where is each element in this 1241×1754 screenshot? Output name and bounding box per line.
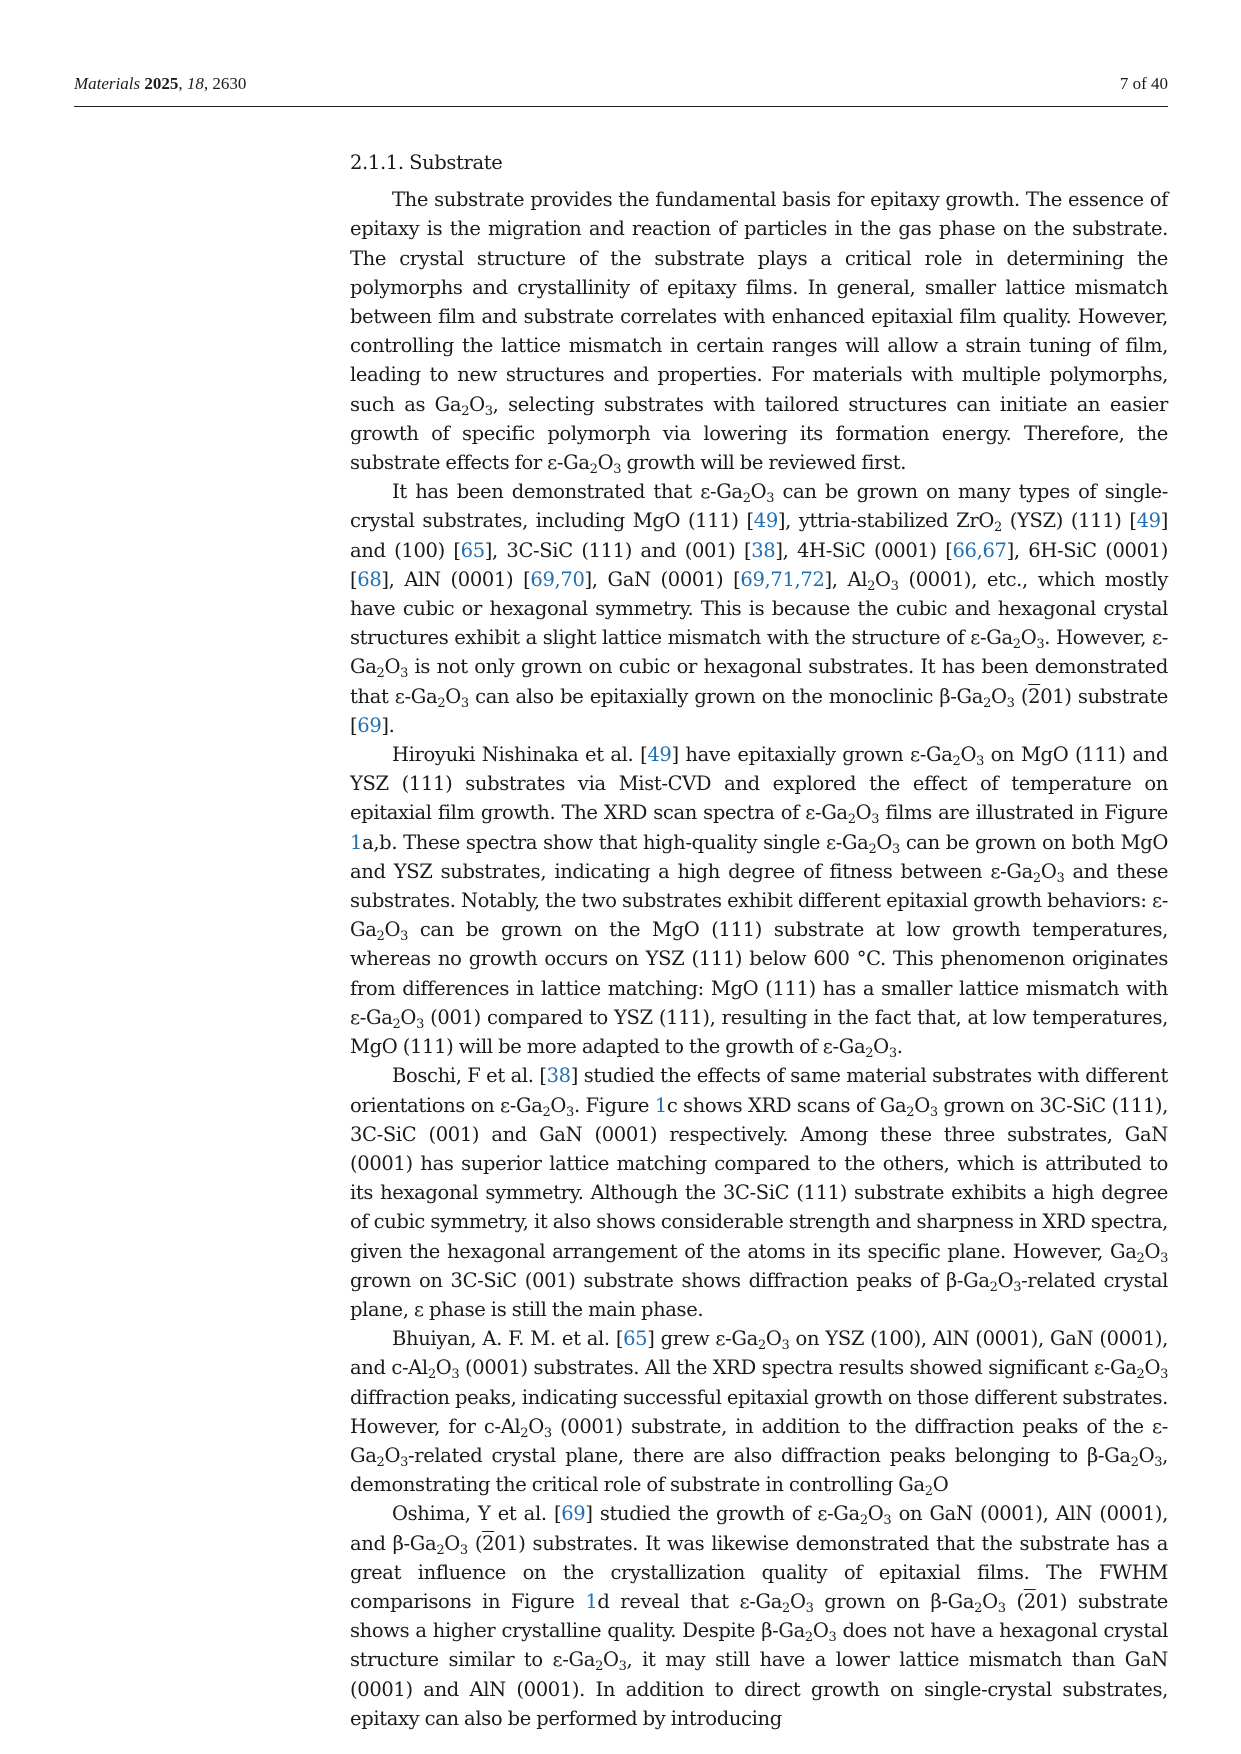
- subscript: 2: [868, 841, 877, 857]
- subscript: 2: [1012, 637, 1021, 653]
- subscript: 2: [589, 462, 598, 478]
- text-run: O: [876, 830, 892, 854]
- text-run: O: [750, 480, 767, 504]
- citation-link[interactable]: 69: [740, 567, 765, 591]
- overline-digit: 2: [1023, 1589, 1036, 1613]
- text-run: (: [1005, 1589, 1024, 1613]
- paragraph-5: [350, 1324, 1168, 1499]
- journal-citation: Materials 2025, 18, 2630: [74, 74, 247, 93]
- text-run: O: [528, 1414, 544, 1438]
- page-number: 7 of 40: [1119, 74, 1168, 93]
- subscript: 3: [997, 1600, 1006, 1616]
- subscript: 2: [392, 1016, 401, 1032]
- text-run: -related crystal plane, there are also diffraction peaks belonging to β-Ga: [408, 1443, 1131, 1467]
- subscript: 3: [890, 578, 899, 594]
- text-run: O: [932, 1473, 949, 1497]
- text-run: Oshima, Y et al. [: [392, 1502, 562, 1526]
- text-run: (0001) substrates. All the XRD spectra results showed significant ε-Ga: [459, 1356, 1137, 1380]
- subscript: 2: [436, 1542, 445, 1558]
- subscript: 2: [1032, 870, 1041, 886]
- text-run: O: [1144, 1239, 1161, 1263]
- text-run: ,: [764, 567, 771, 591]
- subscript: 2: [804, 1630, 813, 1646]
- citation-link[interactable]: 49: [1136, 509, 1161, 533]
- text-run: on YSZ (100), AlN (0001), GaN (0001), and c-Al: [350, 1327, 1168, 1380]
- subscript: 3: [781, 1338, 790, 1354]
- text-run: and these substrates. Notably, the two substrates exhibit different epitaxial growth behaviors: ε-Ga: [350, 859, 1169, 942]
- subscript: 3: [929, 1104, 938, 1120]
- text-run: can be grown on the MgO (111) substrate at low growth temperatures, whereas no growth occurs on YSZ (111) below 600 °C. This phenomenon originates from differences in lattice matching: MgO (111) has a smaller lattice mismatch with ε-Ga: [350, 918, 1168, 1029]
- text-run: O: [469, 392, 485, 416]
- text-run: a,b. These spectra show that high-quality single ε-Ga: [362, 830, 869, 854]
- text-run: O: [444, 1531, 460, 1555]
- text-run: O: [550, 1093, 567, 1117]
- subscript: 2: [376, 1454, 385, 1470]
- text-run: O: [1040, 859, 1057, 883]
- text-run: ] studied the effects of same material substrates with different orientations on ε-Ga: [350, 1064, 1168, 1117]
- text-run: diffraction peaks, indicating successful epitaxial growth on those different substrates. However, for c-Al: [350, 1385, 1168, 1438]
- subscript: 3: [613, 462, 622, 478]
- citation-link[interactable]: 49: [753, 509, 778, 533]
- text-run: O: [602, 1648, 619, 1672]
- figure-link[interactable]: 1: [654, 1093, 667, 1117]
- citation-link[interactable]: 38: [751, 538, 776, 562]
- citation-link[interactable]: 71: [770, 567, 795, 591]
- text-run: O: [960, 743, 977, 767]
- subscript: 3: [459, 1542, 468, 1558]
- overline-digit: 2: [1028, 684, 1041, 708]
- subscript: 3: [1006, 695, 1015, 711]
- text-run: (0001), etc., which mostly have cubic or hexagonal symmetry. This is because the cubic and hexagonal crystal structures exhibit a slight lattice mismatch with the structure of ε-Ga: [350, 567, 1169, 650]
- subscript: 3: [805, 1600, 814, 1616]
- text-run: (YSZ) (111) [: [1001, 509, 1137, 533]
- subscript: 3: [400, 1454, 408, 1470]
- text-run: ], 6H-SiC (0001) [: [350, 538, 1168, 591]
- text-run: O: [765, 1327, 782, 1351]
- text-run: on GaN (0001), AlN (0001), and β-Ga: [350, 1502, 1168, 1555]
- text-run: grown on 3C-SiC (001) substrate shows diffraction peaks of β-Ga: [350, 1268, 990, 1292]
- paragraph-6: [350, 1499, 1168, 1733]
- text-run: , demonstrating the critical role of substrate in controlling Ga: [350, 1443, 1168, 1497]
- text-run: can also be epitaxially grown on the monoclinic β-Ga: [468, 684, 984, 708]
- subscript: 2: [595, 1659, 603, 1675]
- text-run: ,: [976, 538, 983, 562]
- text-run: ], 3C-SiC (111) and (001) [: [484, 538, 752, 562]
- text-run: ], Al: [824, 567, 868, 591]
- citation-link[interactable]: 67: [982, 538, 1007, 562]
- subscript: 2: [906, 1104, 915, 1120]
- subscript: 3: [1056, 870, 1065, 886]
- subscript: 3: [883, 1513, 892, 1529]
- text-run: Bhuiyan, A. F. M. et al. [: [392, 1327, 624, 1351]
- text-run: . However, ε-Ga: [350, 626, 1169, 679]
- text-run: O: [384, 655, 401, 679]
- journal-volume: 18: [186, 74, 204, 93]
- figure-link[interactable]: 1: [350, 830, 363, 854]
- text-run: (: [1014, 684, 1029, 708]
- text-run: growth will be reviewed first.: [621, 451, 907, 475]
- text-run: O: [867, 1502, 884, 1526]
- text-run: O: [997, 1268, 1014, 1292]
- text-run: on MgO (111) and YSZ (111) substrates via Mist-CVD and explored the effect of temperature on epitaxial film growth. The XRD scan spectra of ε-Ga: [350, 743, 1168, 825]
- text-run: O: [1020, 626, 1037, 650]
- text-run: , selecting substrates with tailored structures can initiate an easier growth of specific polymorph via lowering its formation energy. Therefore, the substrate effects for ε-Ga: [350, 392, 1168, 475]
- citation-link[interactable]: 69: [530, 567, 555, 591]
- subscript: 3: [1036, 637, 1045, 653]
- subscript: 3: [416, 1016, 424, 1032]
- subscript: 2: [974, 1600, 983, 1616]
- article-body: [350, 148, 1168, 1733]
- subscript: 2: [376, 666, 385, 682]
- text-run: O: [982, 1589, 998, 1613]
- subscript: 2: [782, 1600, 790, 1616]
- article-number: 2630: [212, 74, 247, 93]
- subscript: 2: [993, 520, 1002, 536]
- subscript: 3: [460, 695, 469, 711]
- text-run: ], GaN (0001) [: [584, 567, 741, 591]
- subscript: 2: [859, 1513, 868, 1529]
- text-run: O: [384, 1443, 401, 1467]
- subscript: 2: [1136, 1367, 1145, 1383]
- text-run: O: [875, 567, 891, 591]
- text-run: (001) compared to YSZ (111), resulting in the fact that, at low temperatures, MgO (111) will be more adapted to the growth of ε-Ga: [350, 1005, 1168, 1059]
- text-run: ,: [554, 567, 561, 591]
- subscript: 2: [757, 1338, 766, 1354]
- paragraph-2: [350, 477, 1168, 740]
- subscript: 3: [976, 754, 984, 770]
- citation-link[interactable]: 65: [460, 538, 485, 562]
- text-run: O: [445, 684, 461, 708]
- subscript: 3: [543, 1425, 552, 1441]
- subscript: 3: [1013, 1279, 1022, 1295]
- text-run: O: [873, 1035, 889, 1059]
- journal-name: Materials: [74, 74, 141, 93]
- text-run: Boschi, F et al. [: [392, 1064, 547, 1088]
- subscript: 3: [766, 491, 775, 507]
- subscript: 3: [451, 1367, 460, 1383]
- subscript: 3: [618, 1659, 627, 1675]
- subscript: 2: [952, 754, 961, 770]
- text-run: O: [435, 1356, 452, 1380]
- subscript: 3: [888, 1046, 897, 1062]
- text-run: , it may still have a lower lattice mismatch than GaN (0001) and AlN (0001). In addition to direct growth on single-crystal substrates, epitaxy can also be performed by introducing: [350, 1648, 1168, 1730]
- figure-link[interactable]: 1: [585, 1589, 598, 1613]
- paragraph-4: [350, 1061, 1168, 1324]
- text-run: can be grown on both MgO and YSZ substrates, indicating a high degree of fitness between ε-Ga: [350, 830, 1168, 883]
- page-header: [74, 70, 1168, 107]
- citation-link[interactable]: 72: [800, 567, 825, 591]
- subscript: 2: [427, 1367, 436, 1383]
- subscript: 3: [484, 403, 493, 419]
- text-run: O: [812, 1619, 829, 1643]
- text-run: grown on 3C-SiC (111), 3C-SiC (001) and GaN (0001) respectively. Among these three substrates, GaN (0001) has superior lattice matching compared to the others, which is attributed to its hexagonal symmetry. Although the 3C-SiC (111) substrate exhibits a high degree of cubic symmetry, it also shows considerable strength and sharpness in XRD spectra, given the hexagonal arrangement of the atoms in its specific plane. However, Ga: [350, 1093, 1168, 1263]
- citation-link[interactable]: 69: [561, 1502, 586, 1526]
- text-run: Hiroyuki Nishinaka et al. [: [392, 743, 648, 767]
- text-run: (0001) substrate, in addition to the diffraction peaks of the ε-Ga: [350, 1414, 1168, 1467]
- overline-digit: 2: [482, 1531, 495, 1555]
- citation-link[interactable]: 68: [357, 567, 382, 591]
- text-run: O: [990, 684, 1007, 708]
- text-run: ], 4H-SiC (0001) [: [775, 538, 953, 562]
- text-run: O: [597, 451, 614, 475]
- citation-link[interactable]: 70: [560, 567, 585, 591]
- text-run: ] and (100) [: [350, 509, 1169, 562]
- subscript: 2: [989, 1279, 998, 1295]
- text-run: films are illustrated in Figure: [879, 801, 1168, 825]
- subscript: 3: [1160, 1367, 1168, 1383]
- subscript: 2: [437, 695, 446, 711]
- text-run: ] studied the growth of ε-Ga: [585, 1502, 860, 1526]
- subscript: 3: [1154, 1454, 1163, 1470]
- text-run: 01) substrate shows a higher crystalline quality. Despite β-Ga: [350, 1589, 1168, 1643]
- citation-link[interactable]: 66: [952, 538, 977, 562]
- text-run: O: [855, 801, 872, 825]
- subscript: 2: [983, 695, 991, 711]
- subscript: 3: [828, 1630, 837, 1646]
- paragraph-3: [350, 740, 1168, 1061]
- subscript: 2: [847, 812, 856, 828]
- subscript: 3: [566, 1104, 574, 1120]
- subscript: 3: [892, 841, 900, 857]
- text-run: ] grew ε-Ga: [647, 1327, 758, 1351]
- text-run: . Figure: [573, 1093, 655, 1117]
- text-run: O: [400, 1005, 417, 1029]
- text-run: ] have epitaxially grown ε-Ga: [671, 743, 953, 767]
- subscript: 2: [742, 491, 751, 507]
- text-run: d reveal that ε-Ga: [597, 1589, 783, 1613]
- subscript: 2: [924, 1484, 933, 1500]
- citation-link[interactable]: 38: [546, 1064, 571, 1088]
- text-run: The substrate provides the fundamental basis for epitaxy growth. The essence of epitaxy is the migration and reaction of particles in the gas phase on the substrate. The crystal structure of the substrate plays a critical role in determining the polymorphs and crystallinity of epitaxy films. In general, smaller lattice mismatch between film and substrate correlates with enhanced epitaxial film quality. However, controlling the lattice mismatch in certain ranges will allow a strain tuning of film, leading to new structures and properties. For materials with multiple polymorphs, such as Ga: [350, 188, 1168, 416]
- text-run: -related crystal plane, ε phase is still the main phase.: [350, 1268, 1168, 1321]
- citation-link[interactable]: 65: [623, 1327, 648, 1351]
- subscript: 2: [461, 403, 470, 419]
- text-run: can be grown on many types of single-crystal substrates, including MgO (111) [: [350, 480, 1168, 533]
- subscript: 2: [520, 1425, 529, 1441]
- subscript: 2: [865, 1046, 874, 1062]
- text-run: ,: [794, 567, 801, 591]
- text-run: 01) substrates. It was likewise demonstrated that the substrate has a great influence on the crystallization quality of epitaxial films. The FWHM comparisons in Figure: [350, 1531, 1168, 1613]
- text-run: does not have a hexagonal crystal structure similar to ε-Ga: [350, 1619, 1168, 1672]
- text-run: ], yttria-stabilized ZrO: [777, 509, 994, 533]
- text-run: O: [1144, 1356, 1161, 1380]
- subscript: 3: [1160, 1250, 1168, 1266]
- subscript: 2: [867, 578, 876, 594]
- text-run: O: [384, 918, 401, 942]
- subscript: 3: [871, 812, 880, 828]
- text-run: .: [896, 1035, 903, 1059]
- text-run: is not only grown on cubic or hexagonal substrates. It has been demonstrated that ε-Ga: [350, 655, 1168, 708]
- subscript: 3: [400, 929, 408, 945]
- section-title: 2.1.1. Substrate: [350, 151, 503, 174]
- subscript: 3: [400, 666, 408, 682]
- text-run: ].: [381, 713, 395, 737]
- text-run: c shows XRD scans of Ga: [666, 1093, 907, 1117]
- citation-link[interactable]: 69: [357, 713, 382, 737]
- citation-link[interactable]: 49: [647, 743, 672, 767]
- subscript: 2: [1136, 1250, 1145, 1266]
- subscript: 2: [376, 929, 385, 945]
- subscript: 2: [1130, 1454, 1139, 1470]
- subscript: 2: [542, 1104, 551, 1120]
- text-run: O: [914, 1093, 930, 1117]
- text-run: O: [1138, 1443, 1155, 1467]
- text-run: ], AlN (0001) [: [381, 567, 531, 591]
- text-run: O: [789, 1589, 806, 1613]
- text-run: 01) substrate [: [350, 684, 1169, 737]
- text-run: It has been demonstrated that ε-Ga: [392, 480, 743, 504]
- paragraph-1: [350, 185, 1168, 477]
- text-run: (: [467, 1531, 483, 1555]
- text-run: grown on β-Ga: [813, 1589, 975, 1613]
- journal-year: 2025: [144, 74, 179, 93]
